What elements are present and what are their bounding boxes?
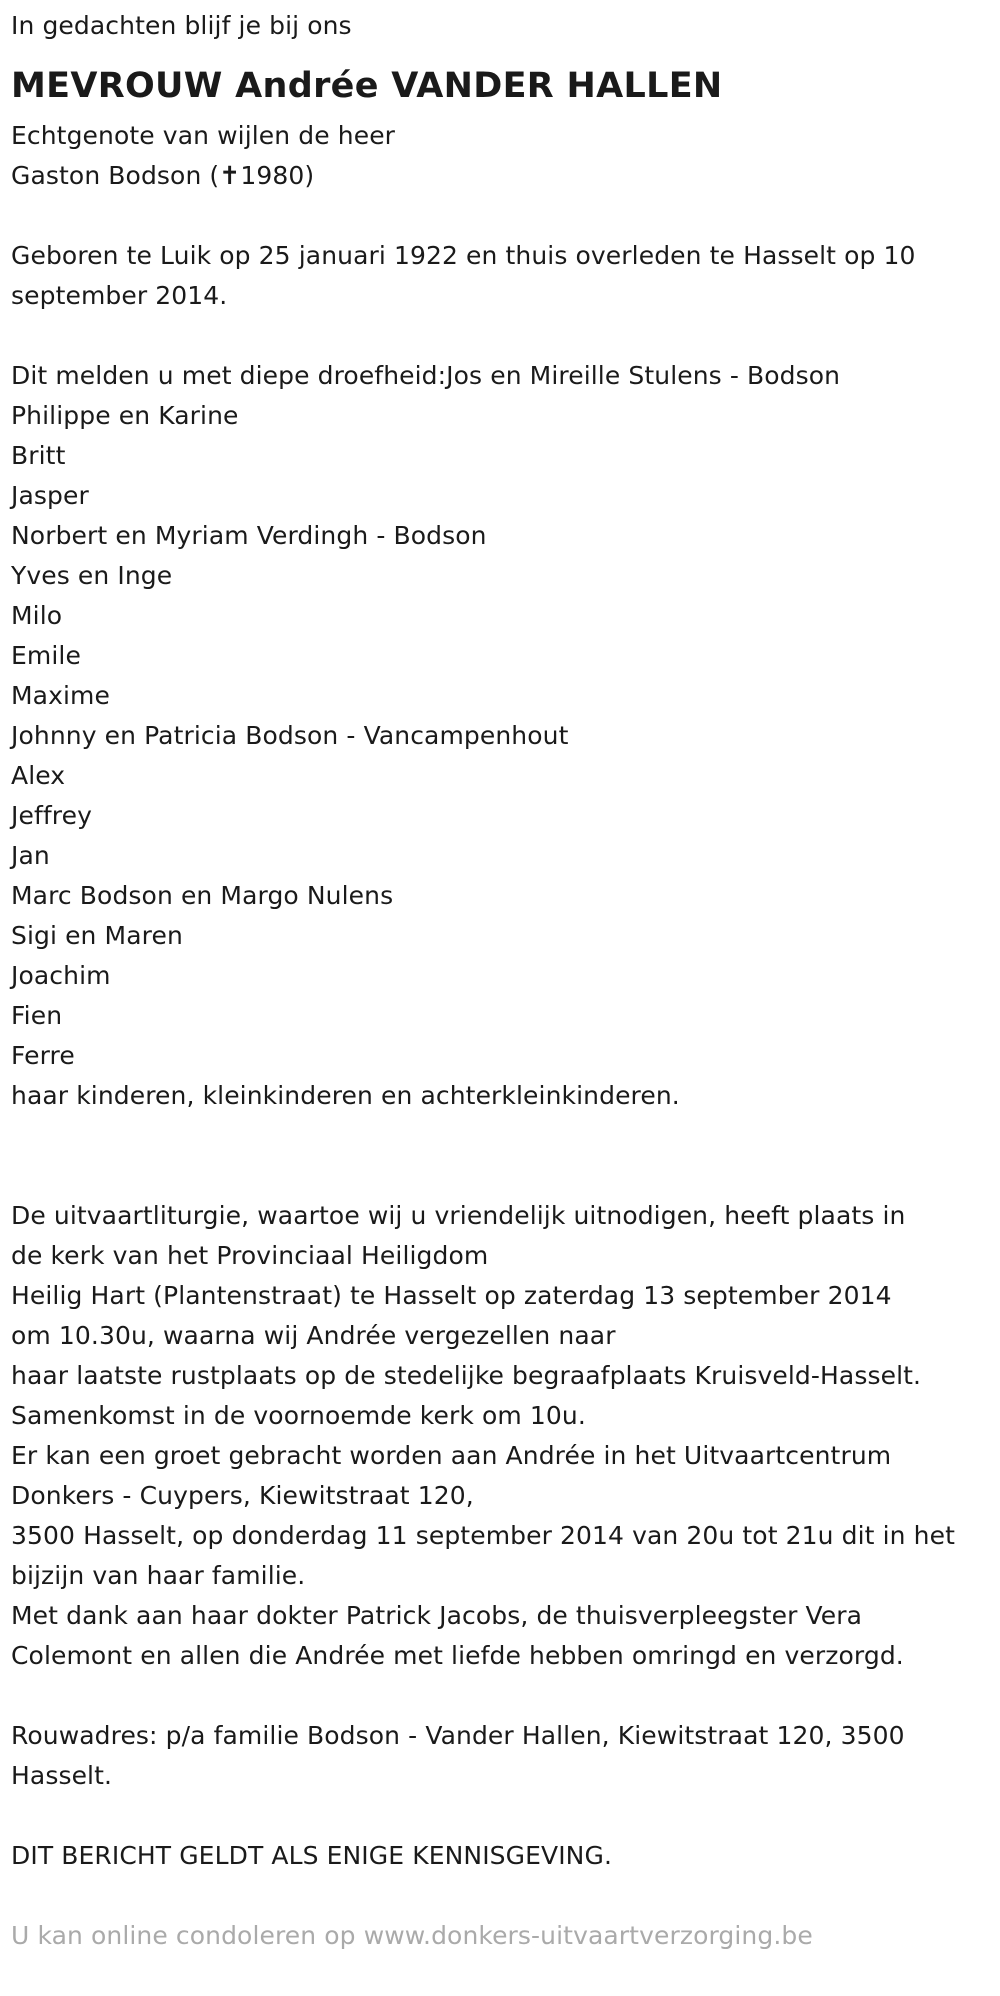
- ceremony-line: bijzijn van haar familie.: [11, 1561, 306, 1590]
- address-block: [11, 1716, 1000, 1796]
- family-line: haar kinderen, kleinkinderen en achterkleinkinderen.: [11, 1081, 680, 1110]
- birth-death-line: Geboren te Luik op 25 januari 1922 en thuis overleden te Hasselt op 10: [11, 241, 916, 270]
- family-line: Britt: [11, 441, 66, 470]
- spouse-line: Gaston Bodson (✝1980): [11, 161, 315, 190]
- family-line: Jan: [11, 841, 50, 870]
- family-line: Maxime: [11, 681, 110, 710]
- ceremony-line: Samenkomst in de voornoemde kerk om 10u.: [11, 1401, 586, 1430]
- family-line: Dit melden u met diepe droefheid:Jos en Mireille Stulens - Bodson: [11, 361, 841, 390]
- family-line: Emile: [11, 641, 81, 670]
- ceremony-line: Met dank aan haar dokter Patrick Jacobs, de thuisverpleegster Vera: [11, 1601, 863, 1630]
- ceremony-line: de kerk van het Provinciaal Heiligdom: [11, 1241, 489, 1270]
- spouse-block: [11, 116, 1000, 196]
- family-line: Yves en Inge: [11, 561, 173, 590]
- address-line: Rouwadres: p/a familie Bodson - Vander Hallen, Kiewitstraat 120, 3500: [11, 1721, 905, 1750]
- intro-text: In gedachten blijf je bij ons: [11, 11, 352, 40]
- ceremony-line: Er kan een groet gebracht worden aan Andrée in het Uitvaartcentrum: [11, 1441, 892, 1470]
- birth-death-block: [11, 236, 1000, 316]
- family-line: Fien: [11, 1001, 63, 1030]
- condolence-footer: U kan online condoleren op www.donkers-uitvaartverzorging.be: [11, 1921, 813, 1950]
- family-line: Marc Bodson en Margo Nulens: [11, 881, 394, 910]
- birth-death-line: september 2014.: [11, 281, 228, 310]
- address-line: Hasselt.: [11, 1761, 113, 1790]
- ceremony-line: Colemont en allen die Andrée met liefde hebben omringd en verzorgd.: [11, 1641, 904, 1670]
- family-line: Joachim: [11, 961, 111, 990]
- spouse-line: Echtgenote van wijlen de heer: [11, 121, 396, 150]
- ceremony-line: om 10.30u, waarna wij Andrée vergezellen naar: [11, 1321, 616, 1350]
- ceremony-line: De uitvaartliturgie, waartoe wij u vriendelijk uitnodigen, heeft plaats in: [11, 1201, 906, 1230]
- family-line: Jasper: [11, 481, 89, 510]
- deceased-name: MEVROUW Andrée VANDER HALLEN: [11, 66, 723, 106]
- family-line: Johnny en Patricia Bodson - Vancampenhout: [11, 721, 569, 750]
- family-line: Philippe en Karine: [11, 401, 239, 430]
- family-line: Norbert en Myriam Verdingh - Bodson: [11, 521, 487, 550]
- family-line: Alex: [11, 761, 66, 790]
- ceremony-block: [11, 1196, 1000, 1676]
- notice-text: DIT BERICHT GELDT ALS ENIGE KENNISGEVING.: [11, 1841, 612, 1870]
- family-line: Milo: [11, 601, 63, 630]
- ceremony-line: haar laatste rustplaats op de stedelijke begraafplaats Kruisveld-Hasselt.: [11, 1361, 922, 1390]
- ceremony-line: 3500 Hasselt, op donderdag 11 september 2014 van 20u tot 21u dit in het: [11, 1521, 955, 1550]
- family-line: Jeffrey: [11, 801, 92, 830]
- ceremony-line: Donkers - Cuypers, Kiewitstraat 120,: [11, 1481, 474, 1510]
- family-line: Ferre: [11, 1041, 75, 1070]
- ceremony-line: Heilig Hart (Plantenstraat) te Hasselt op zaterdag 13 september 2014: [11, 1281, 892, 1310]
- family-line: Sigi en Maren: [11, 921, 183, 950]
- obituary-document: [0, 6, 1000, 1996]
- family-list: [11, 356, 1000, 1116]
